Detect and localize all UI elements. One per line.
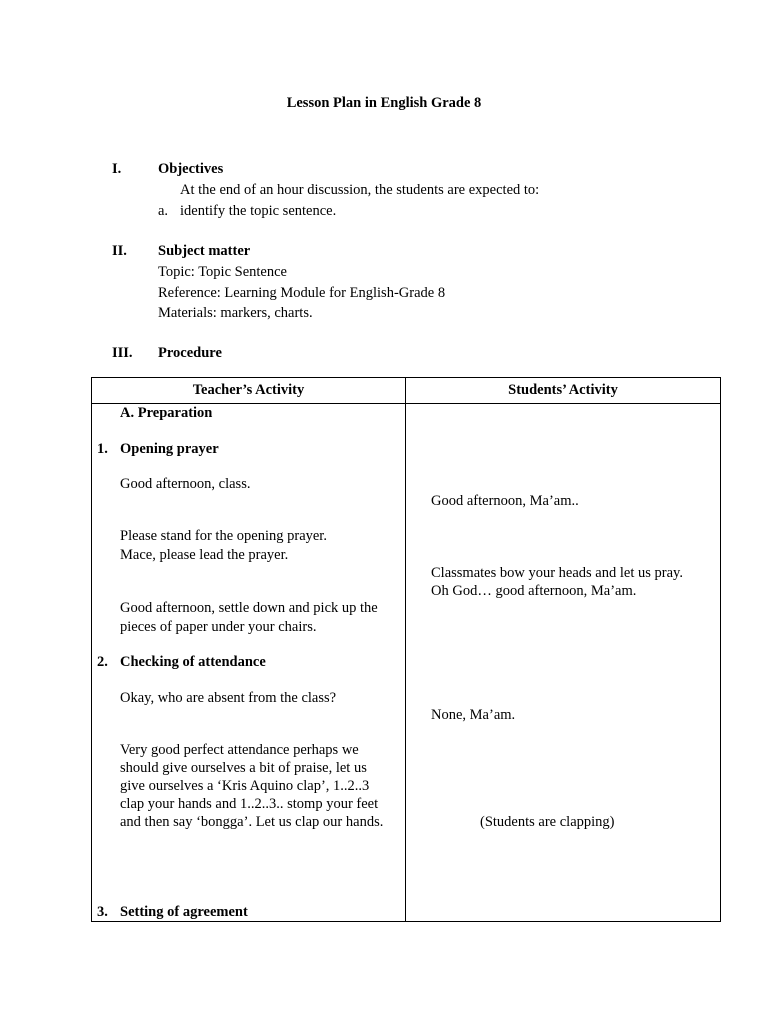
student-line: Oh God… good afternoon, Ma’am. bbox=[431, 583, 637, 599]
section-heading-objectives: Objectives bbox=[158, 161, 224, 177]
step-title-opening-prayer: Opening prayer bbox=[120, 441, 219, 457]
objective-letter: a. bbox=[158, 203, 169, 219]
teacher-line: should give ourselves a bit of praise, let us bbox=[120, 760, 367, 776]
teacher-line: Please stand for the opening prayer. bbox=[120, 528, 327, 544]
objectives-intro: At the end of an hour discussion, the students are expected to: bbox=[180, 182, 540, 198]
section-numeral-procedure: III. bbox=[112, 345, 133, 361]
section-numeral-objectives: I. bbox=[112, 161, 122, 177]
student-line: (Students are clapping) bbox=[480, 814, 615, 830]
section-preparation: A. Preparation bbox=[120, 405, 213, 421]
document-title: Lesson Plan in English Grade 8 bbox=[286, 95, 482, 111]
teacher-line: Mace, please lead the prayer. bbox=[120, 547, 289, 563]
section-numeral-subject: II. bbox=[112, 243, 127, 259]
step-number: 1. bbox=[97, 441, 108, 457]
section-heading-procedure: Procedure bbox=[158, 345, 222, 361]
table-row bbox=[92, 404, 721, 922]
table-header-row bbox=[92, 378, 721, 404]
teacher-line: Good afternoon, class. bbox=[120, 476, 251, 492]
step-number: 2. bbox=[97, 654, 108, 670]
teacher-line: and then say ‘bongga’. Let us clap our hands. bbox=[120, 814, 384, 830]
teacher-line: pieces of paper under your chairs. bbox=[120, 619, 317, 635]
student-line: None, Ma’am. bbox=[431, 707, 516, 723]
step-number: 3. bbox=[97, 904, 108, 920]
teacher-line: clap your hands and 1..2..3.. stomp your feet bbox=[120, 796, 379, 812]
teacher-activity-cell bbox=[92, 404, 406, 922]
student-line: Classmates bow your heads and let us pray. bbox=[431, 565, 683, 581]
teacher-line: Okay, who are absent from the class? bbox=[120, 690, 337, 706]
section-heading-subject: Subject matter bbox=[158, 243, 251, 259]
procedure-table bbox=[91, 377, 721, 922]
subject-reference: Reference: Learning Module for English-Grade 8 bbox=[158, 285, 446, 301]
objective-item: identify the topic sentence. bbox=[180, 203, 337, 219]
subject-materials: Materials: markers, charts. bbox=[158, 305, 313, 321]
teacher-line: Good afternoon, settle down and pick up the bbox=[120, 600, 378, 616]
teacher-activity-header: Teacher’s Activity bbox=[92, 378, 406, 404]
subject-topic: Topic: Topic Sentence bbox=[158, 264, 287, 280]
student-line: Good afternoon, Ma’am.. bbox=[431, 493, 579, 509]
teacher-line: give ourselves a ‘Kris Aquino clap’, 1..2..3 bbox=[120, 778, 370, 794]
students-activity-header: Students’ Activity bbox=[406, 378, 721, 404]
students-activity-cell bbox=[406, 404, 721, 922]
teacher-line: Very good perfect attendance perhaps we bbox=[120, 742, 359, 758]
step-title-agreement: Setting of agreement bbox=[120, 904, 248, 920]
step-title-attendance: Checking of attendance bbox=[120, 654, 266, 670]
